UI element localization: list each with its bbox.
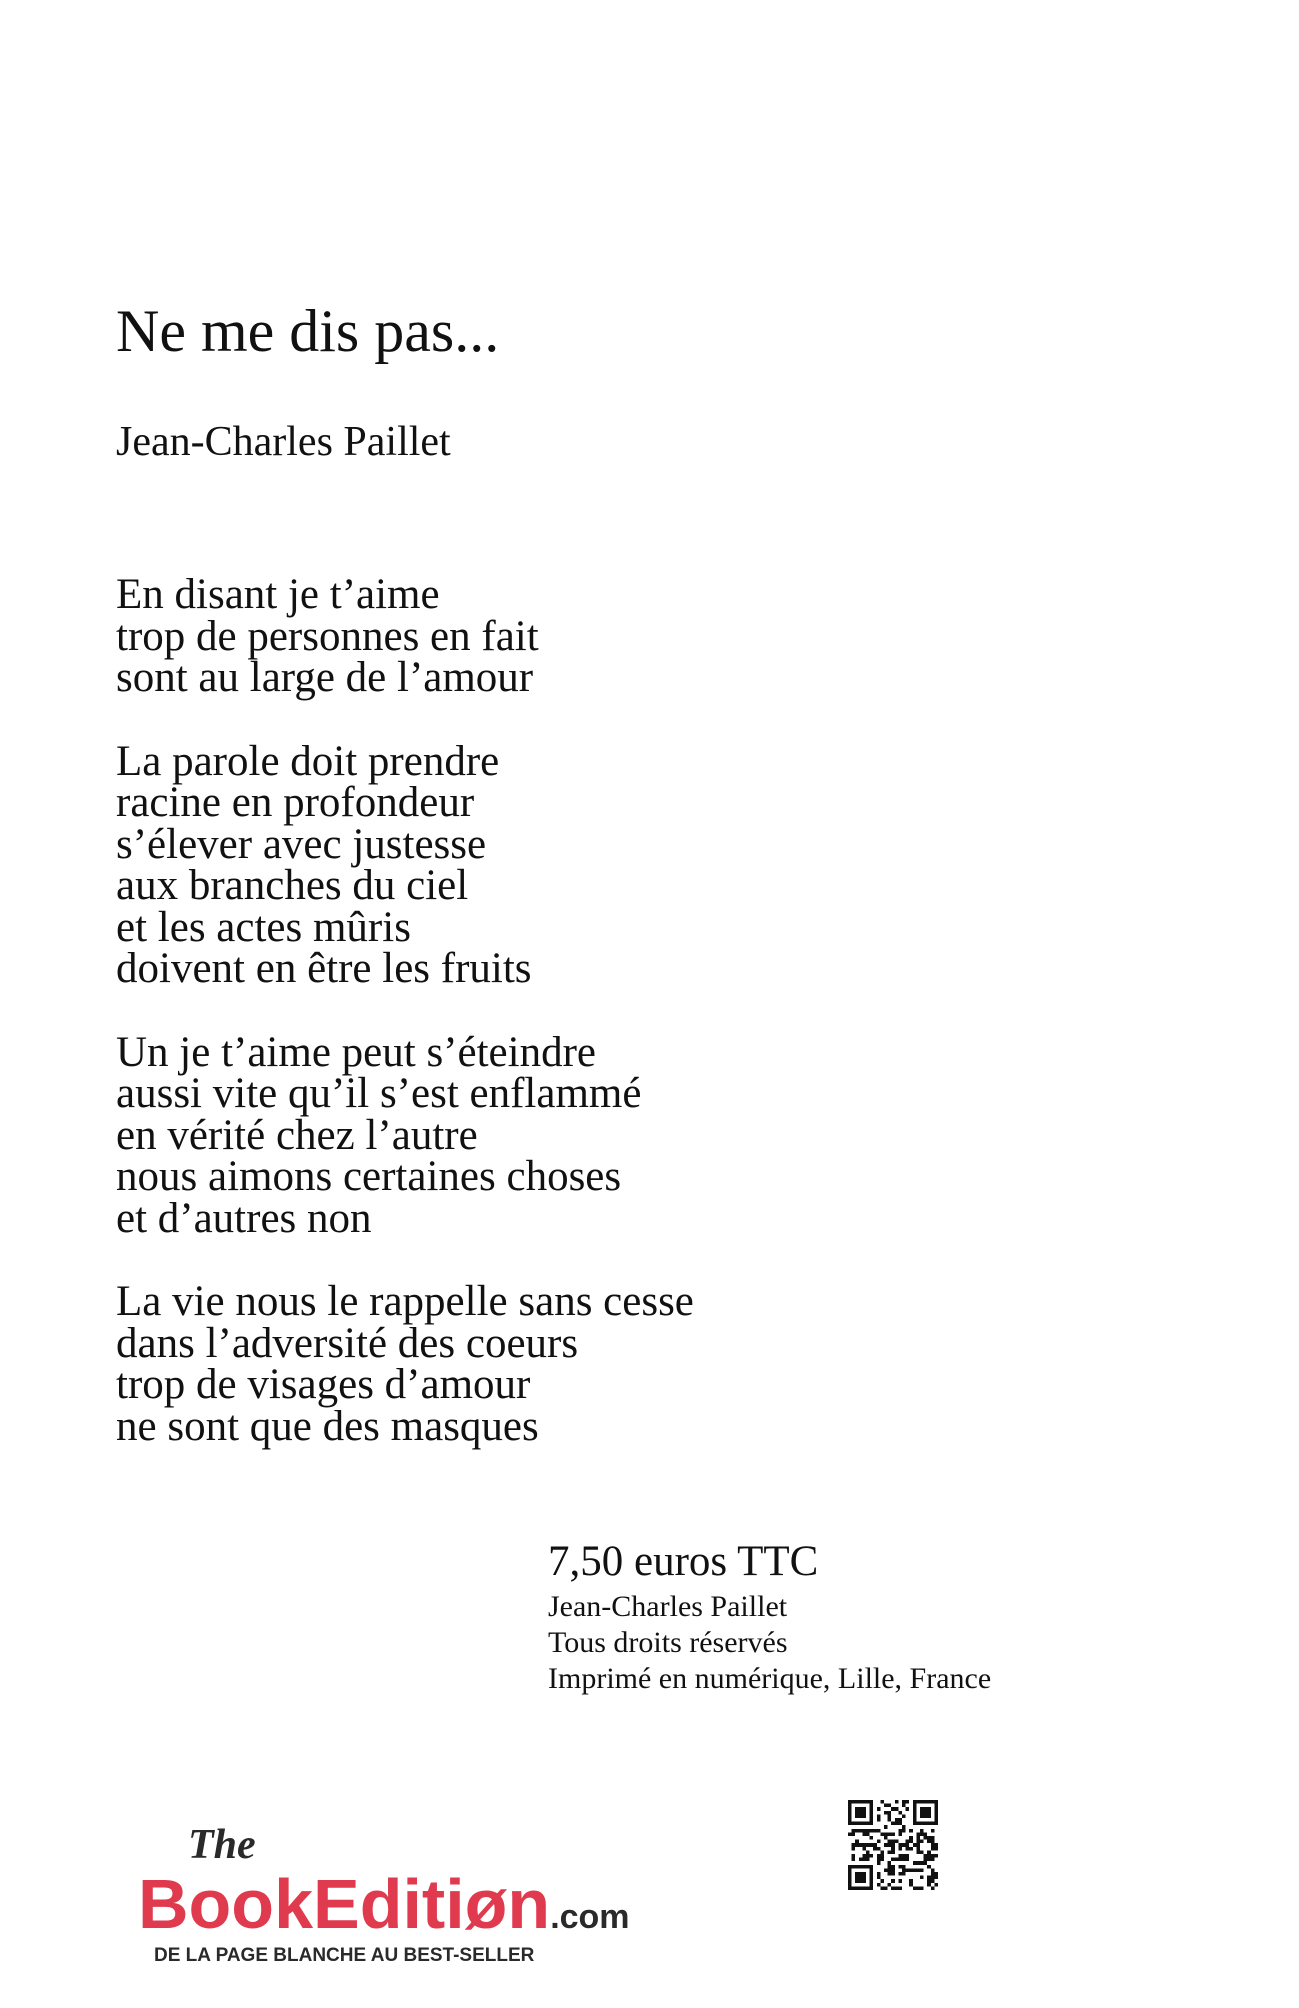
poem-line: ne sont que des masques [116,1402,539,1450]
poem-line: trop de visages d’amour [116,1361,531,1408]
poem-line: trop de personnes en fait [116,612,539,660]
logo-com-text: .com [550,1898,630,1936]
poem-line: s’élever avec justesse [116,820,487,868]
logo-the-text: The [188,1822,256,1868]
qr-code-icon [848,1800,938,1890]
poem-line: en vérité chez l’autre [116,1111,478,1159]
publisher-logo [138,1818,698,1968]
poem-line: Un je t’aime peut s’éteindre [116,1028,596,1076]
poem [116,571,1016,1489]
poem-line: aussi vite qu’il s’est enflammé [116,1070,642,1117]
stanza [116,1278,1016,1450]
colophon-author: Jean-Charles Paillet [548,1590,788,1623]
logo-o-slash-text: ø [464,1865,508,1943]
logo-book-edition-text: BookEditi [138,1865,465,1943]
poem-line: doivent en être les fruits [116,945,532,992]
book-title: Ne me dis pas... [116,298,500,364]
poem-line: La vie nous le rappelle sans cesse [116,1278,694,1325]
poem-line: En disant je t’aime [116,571,440,618]
logo-n-text: n [507,1865,551,1943]
rights-notice: Tous droits réservés [548,1626,788,1659]
logo-tagline: DE LA PAGE BLANCHE AU BEST-SELLER [154,1945,535,1966]
colophon [548,1535,991,1697]
stanza [116,737,1016,992]
stanza [116,571,1016,701]
poem-line: et les actes mûris [116,903,411,951]
author-name: Jean-Charles Paillet [116,419,451,465]
poem-line: et d’autres non [116,1194,372,1242]
poem-line: sont au large de l’amour [116,654,534,701]
poem-line: La parole doit prendre [116,737,500,785]
logo-wordmark [138,1865,630,1943]
print-notice: Imprimé en numérique, Lille, France [548,1662,992,1695]
stanza [116,1028,1016,1242]
price: 7,50 euros TTC [548,1538,819,1585]
poem-line: aux branches du ciel [116,862,469,909]
poem-line: nous aimons certaines choses [116,1153,622,1200]
poem-line: dans l’adversité des coeurs [116,1319,579,1367]
poem-line: racine en profondeur [116,779,475,826]
